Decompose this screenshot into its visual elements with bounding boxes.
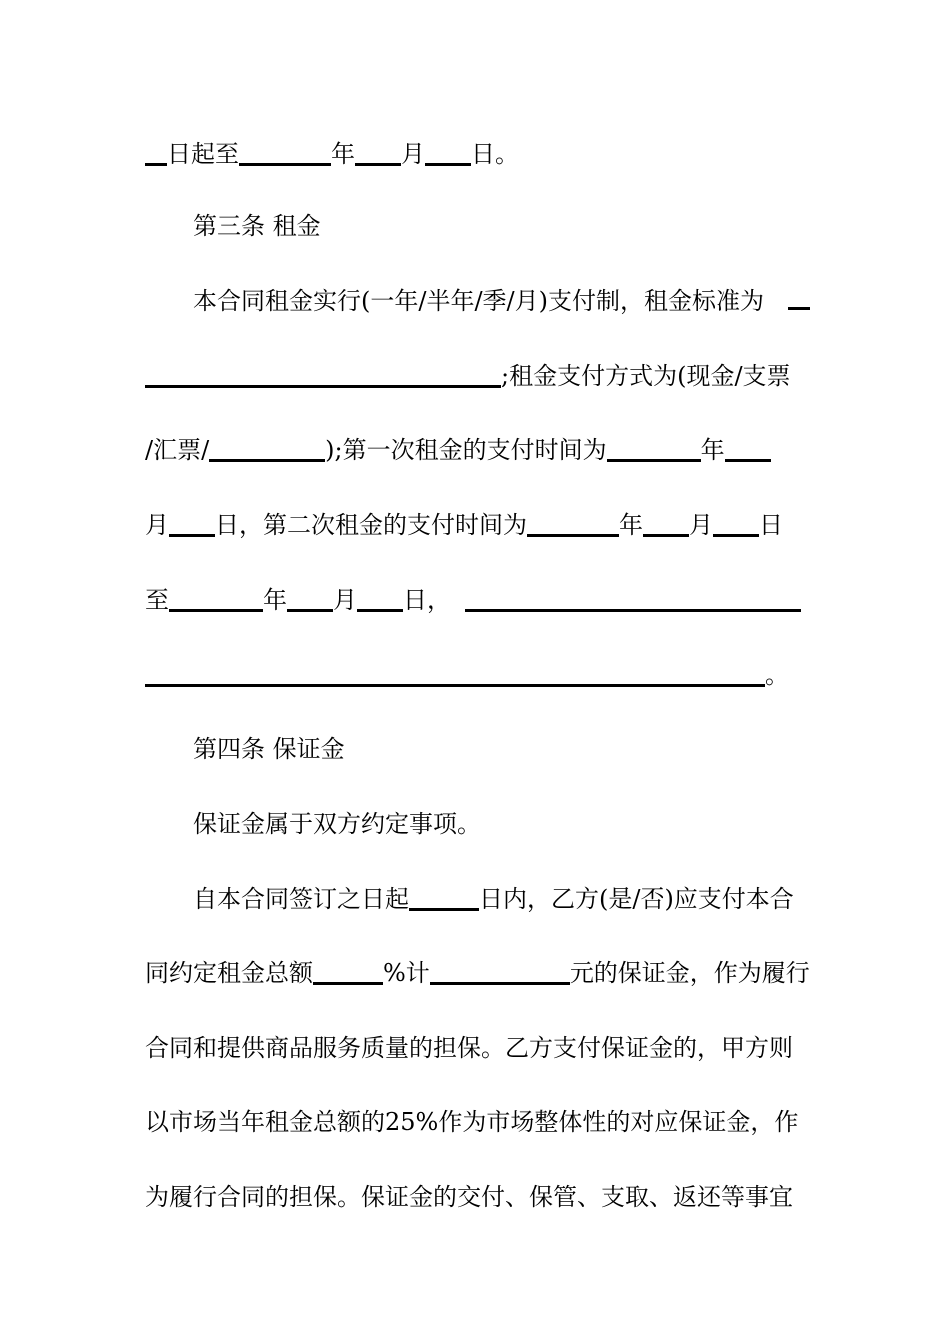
fill-blank	[357, 609, 403, 612]
fill-blank	[287, 609, 333, 612]
fill-blank	[145, 163, 167, 166]
article-heading: 第四条 保证金	[193, 735, 345, 763]
fill-blank	[145, 385, 501, 388]
fill-blank	[209, 459, 325, 462]
text-line: 为履行合同的担保。保证金的交付、保管、支取、返还等事宜	[145, 1183, 793, 1211]
text-line: /汇票/ );第一次租金的支付时间为 年	[145, 430, 810, 470]
fill-blank	[239, 163, 331, 166]
fill-blank	[313, 982, 383, 985]
fill-blank	[788, 307, 810, 310]
fill-blank	[425, 163, 471, 166]
text-line: 。	[145, 655, 810, 695]
article-heading: 第三条 租金	[193, 212, 321, 240]
text-line: 自本合同签订之日起 日内，乙方(是/否)应支付本合	[193, 885, 794, 913]
text-line: ;租金支付方式为(现金/支票	[145, 356, 810, 396]
text-line: 月 日，第二次租金的支付时间为 年 月 日	[145, 511, 783, 539]
fill-blank	[169, 534, 215, 537]
fill-blank	[527, 534, 619, 537]
text-line: 本合同租金实行(一年/半年/季/月)支付制，租金标准为	[193, 281, 810, 321]
text-line: 至 年 月 日，	[145, 580, 810, 620]
text-line: 日起至 年 月 日。	[145, 134, 810, 174]
fill-blank	[169, 609, 263, 612]
text-line: 合同和提供商品服务质量的担保。乙方支付保证金的，甲方则	[145, 1034, 793, 1062]
fill-blank	[430, 982, 570, 985]
text-line: 同约定租金总额 %计 元的保证金，作为履行	[145, 959, 810, 987]
fill-blank	[409, 908, 479, 911]
text-line: 保证金属于双方约定事项。	[193, 810, 481, 838]
fill-blank	[643, 534, 689, 537]
fill-blank	[355, 163, 401, 166]
text-line: 以市场当年租金总额的25%作为市场整体性的对应保证金，作	[145, 1108, 799, 1136]
fill-blank	[607, 459, 701, 462]
fill-blank	[465, 609, 801, 612]
fill-blank	[713, 534, 759, 537]
fill-blank	[725, 459, 771, 462]
fill-blank	[145, 684, 765, 687]
